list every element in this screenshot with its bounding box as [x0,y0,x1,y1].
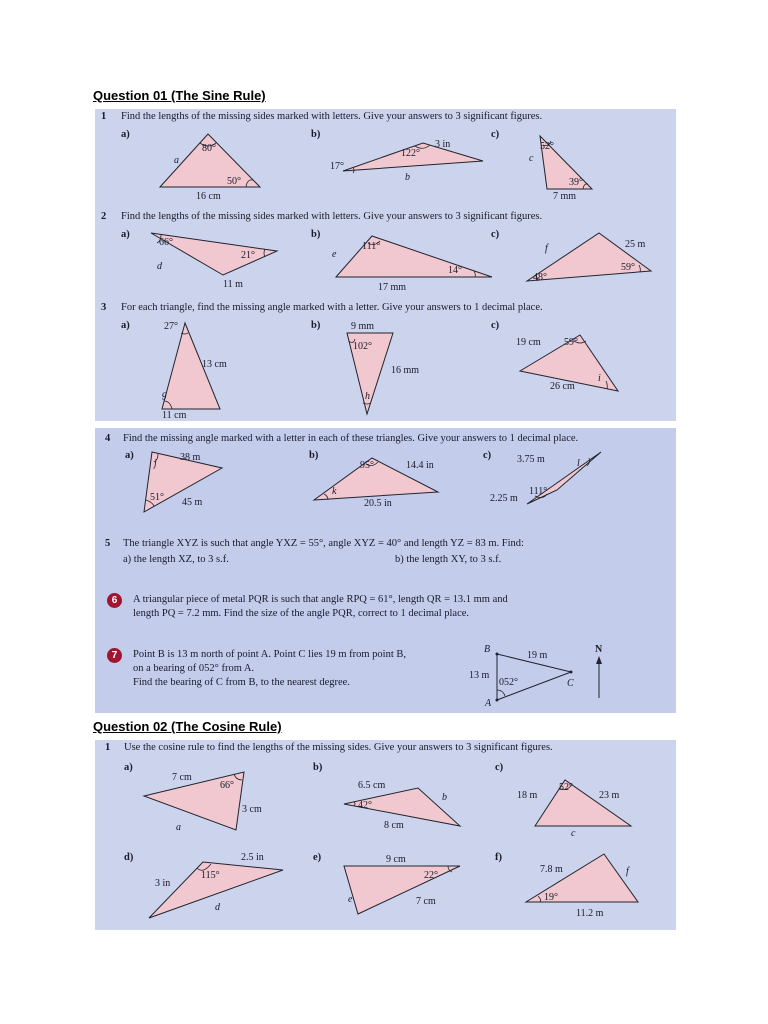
ex7-bc-length: 19 m [527,650,548,661]
ex1-c-triangle [525,131,605,203]
ex3-b-t2: 102° [353,341,372,352]
ex4-c-triangle [485,446,615,512]
ex3-b-triangle [335,319,445,419]
ex3-a-t4: 11 cm [162,410,187,421]
ex4-c-t1: 3.75 m [517,454,545,465]
ex1-a-triangle [150,127,280,207]
cos-b-t1: 6.5 cm [358,780,386,791]
exercise-5-part-b: b) the length XY, to 3 s.f. [395,554,502,565]
cos-a-label: a) [124,762,133,773]
ex4-b-t3: k [332,486,337,497]
cos-b-t3: b [442,792,447,803]
ex4-b-t4: 20.5 in [364,498,392,509]
ex1-b-t3: 17° [330,161,344,172]
ex2-b-t3: 14° [448,265,462,276]
ex1-c-t4: 7 mm [553,191,577,202]
cos-c-t3: 23 m [599,790,620,801]
exercise-4-text: Find the missing angle marked with a letter in each of these triangles. Give your answers to 1 decimal place. [123,433,579,444]
cos-a-t4: a [176,822,181,833]
cos-b-label: b) [313,762,323,773]
ex2-b-t2: e [332,249,337,260]
ex2-b-t1: 111° [362,241,381,252]
ex2-a-t4: 11 m [223,279,243,290]
ex2-b-triangle [320,231,500,291]
ex2-a-triangle [145,229,285,289]
ex4-c-t2: l [577,458,580,469]
exercise-7-line-3: Find the bearing of C from B, to the nearest degree. [133,677,350,688]
cos-f-t4: 11.2 m [576,908,604,919]
cos-e-t4: 7 cm [416,896,436,907]
ex2-c-t1: f [545,243,548,254]
ex3-a-t2: 13 cm [202,359,227,370]
cos-f-label: f) [495,852,502,863]
cos-d-label: d) [124,852,134,863]
ex4-b-label: b) [309,450,319,461]
ex7-point-b: B [484,644,491,655]
ex7-north-label: N [595,644,603,655]
ex4-c-t3: 111° [529,486,548,497]
cos-d-t1: 2.5 in [241,852,264,863]
ex1-c-t3: 39° [569,177,583,188]
exercise-1-text: Find the lengths of the missing sides marked with letters. Give your answers to 3 significant figures. [121,111,543,122]
ex7-ab-length: 13 m [469,670,490,681]
cos-e-t3: e [348,894,353,905]
cos-d-t4: d [215,902,220,913]
ex7-point-a: A [485,698,492,709]
cos-d-t3: 115° [201,870,220,881]
ex4-b-t1: 95° [360,460,374,471]
ex1-a-t3: 50° [227,176,241,187]
ex1-b-t2: 122° [401,148,420,159]
exercise-6-line-1: A triangular piece of metal PQR is such that angle RPQ = 61°, length QR = 13.1 mm and [133,594,508,605]
exercise-3-number: 3 [101,302,107,313]
ex3-b-t3: 16 mm [391,365,420,376]
sine-rule-panel-bottom [95,428,676,713]
ex3-c-t3: 26 cm [550,381,575,392]
ex2-b-t4: 17 mm [378,282,407,293]
ex3-b-t4: h [365,391,370,402]
ex3-c-t1: 19 cm [516,337,541,348]
cos-e-triangle [340,852,470,922]
ex4-a-label: a) [125,450,134,461]
ex3-a-t3: g [162,389,167,400]
question-1-heading: Question 01 (The Sine Rule) [93,88,266,103]
ex1-b-triangle [325,133,490,193]
ex2-c-triangle [505,229,665,289]
cos-f-t3: 19° [544,892,558,903]
exercise-6-line-2: length PQ = 7.2 mm. Find the size of the angle PQR, correct to 1 decimal place. [133,608,470,619]
cos-b-t2: 42° [358,800,372,811]
exercise-5-number: 5 [105,538,111,549]
exercise-1-number: 1 [101,111,107,122]
sine-rule-panel-top [95,109,676,421]
exercise-2-text: Find the lengths of the missing sides marked with letters. Give your answers to 3 significant figures. [121,211,543,222]
ex2-a-label: a) [121,229,130,240]
ex3-c-t2: 59° [564,337,578,348]
cos-a-t1: 7 cm [172,772,192,783]
exercise-4-number: 4 [105,433,111,444]
ex4-a-t3: 51° [150,492,164,503]
ex1-c-t2: c [529,153,534,164]
cos-e-label: e) [313,852,322,863]
cos-f-t1: 7.8 m [540,864,563,875]
cos-c-t1: 18 m [517,790,538,801]
exercise-6-badge: 6 [107,593,122,608]
exercise-7-badge: 7 [107,648,122,663]
ex3-b-label: b) [311,320,321,331]
cosine-rule-panel [95,740,676,930]
cos-a-t3: 3 cm [242,804,262,815]
ex2-c-label: c) [491,229,500,240]
cos-e-t2: 22° [424,870,438,881]
cos-c-label: c) [495,762,504,773]
ex1-a-t1: 80° [202,143,216,154]
ex1-b-t1: 3 in [435,139,451,150]
ex1-a-label: a) [121,129,130,140]
ex2-b-label: b) [311,229,321,240]
ex4-b-triangle [310,450,440,512]
exercise-2-number: 2 [101,211,107,222]
ex2-c-t4: 59° [621,262,635,273]
ex3-a-triangle [150,319,270,419]
ex1-c-label: c) [491,129,500,140]
ex4-a-triangle [140,448,240,518]
ex2-c-t2: 25 m [625,239,646,250]
question-2-heading: Question 02 (The Cosine Rule) [93,719,282,734]
ex2-a-t2: 21° [241,250,255,261]
ex2-a-t1: 66° [159,237,173,248]
cos-c-triangle [515,776,645,839]
cos-b-triangle [340,774,470,834]
ex3-a-label: a) [121,320,130,331]
exercise-5-part-a: a) the length XZ, to 3 s.f. [123,554,229,565]
cos-f-triangle [520,850,650,920]
ex7-angle: 052° [499,677,518,688]
exercise-3-text: For each triangle, find the missing angle marked with a letter. Give your answers to 1 decimal place. [121,302,543,313]
ex1-b-label: b) [311,129,321,140]
ex2-a-t3: d [157,261,162,272]
cos-f-t2: f [626,866,629,877]
exercise-5-text: The triangle XYZ is such that angle YXZ = 55°, angle XYZ = 40° and length YZ = 83 m. Find: [123,538,524,549]
ex4-a-t2: j [154,458,157,469]
cosine-exercise-1-number: 1 [105,742,111,753]
cos-c-t4: c [571,828,576,839]
ex3-c-triangle [510,329,630,399]
cos-d-triangle [145,850,295,920]
ex1-b-t4: b [405,172,410,183]
ex3-b-t1: 9 mm [351,321,375,332]
ex7-point-c: C [567,678,574,689]
ex3-c-label: c) [491,320,500,331]
ex4-c-t4: 2.25 m [490,493,518,504]
cos-c-t2: 52° [559,782,573,793]
cos-a-t2: 66° [220,780,234,791]
cos-a-triangle [140,768,270,838]
ex1-a-t2: a [174,155,179,166]
exercise-7-line-1: Point B is 13 m north of point A. Point C lies 19 m from point B, [133,649,407,660]
cos-d-t2: 3 in [155,878,171,889]
ex3-a-t1: 27° [164,321,178,332]
ex7-bearing-diagram [465,640,625,710]
cos-e-t1: 9 cm [386,854,406,865]
cosine-exercise-1-text: Use the cosine rule to find the lengths of the missing sides. Give your answers to 3 significant figures. [124,742,553,753]
ex4-c-label: c) [483,450,492,461]
ex3-c-t4: i [598,373,601,384]
ex4-a-t4: 45 m [182,497,203,508]
ex1-c-t1: 52° [540,141,554,152]
ex4-b-t2: 14.4 in [406,460,434,471]
cos-b-t4: 8 cm [384,820,404,831]
ex4-a-t1: 38 m [180,452,201,463]
ex1-a-t4: 16 cm [196,191,221,202]
ex2-c-t3: 48° [533,272,547,283]
exercise-7-line-2: on a bearing of 052° from A. [133,663,255,674]
